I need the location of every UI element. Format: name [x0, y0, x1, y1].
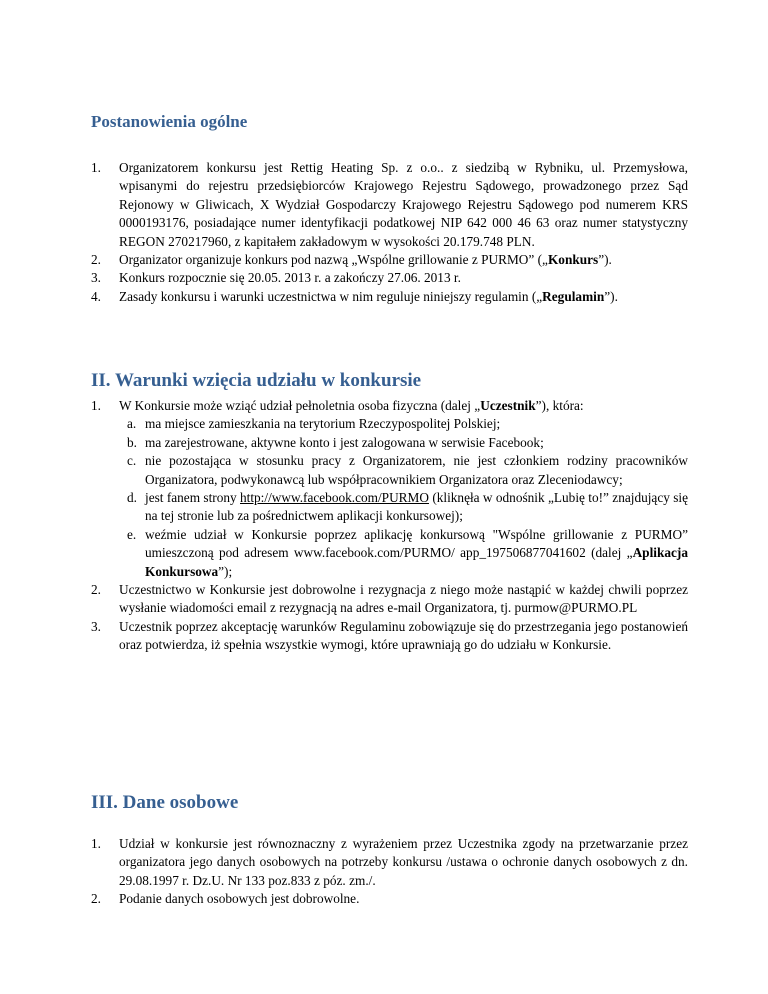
list-item: 3. Uczestnik poprzez akceptację warunków Regulaminu zobowiązuje się do przestrzegania jego postanowień oraz potwierdza, iż spełnia wszystkie wymogi, które uprawniają go do udziału w Konkursie. [91, 618, 688, 653]
list-item: 3. Konkurs rozpocznie się 20.05. 2013 r. a zakończy 27.06. 2013 r. [91, 270, 461, 286]
bold-term: Aplikacja Konkursowa [145, 545, 688, 579]
list-item-text: Konkurs rozpocznie się 20.05. 2013 r. a zakończy 27.06. 2013 r. [119, 270, 461, 286]
sublist-item: a. ma miejsce zamieszkania na terytorium Rzeczypospolitej Polskiej; [127, 416, 501, 432]
list-item: 2. Organizator organizuje konkurs pod nazwą „Wspólne grillowanie z PURMO” („Konkurs”). [91, 252, 612, 268]
personal-data-list [91, 835, 688, 909]
sublist-item: b. ma zarejestrowane, aktywne konto i jest zalogowana w serwisie Facebook; [127, 434, 544, 450]
facebook-purmo-link[interactable]: http://www.facebook.com/PURMO [240, 490, 429, 506]
section-heading-participation: II. Warunki wzięcia udziału w konkursie [91, 370, 422, 391]
bold-term: Uczestnik [480, 398, 536, 413]
list-item: 2. Podanie danych osobowych jest dobrowolne. [91, 891, 360, 907]
section-heading-general: Postanowienia ogólne [91, 112, 248, 131]
bold-term: Konkurs [547, 252, 599, 268]
list-item: 1. Organizatorem konkursu jest Rettig Heating Sp. z o.o.. z siedzibą w Rybniku, ul. Przemysłowa, wpisanymi do rejestru przedsiębiorców Krajowego Rejestru Sądowego, prowadzonego przez Sąd Rejonowy w Gliwicach, X Wydział Gospodarczy Krajowego Rejestru Sądowego pod numerem KRS 0000193176, posiadające numer identyfikacji podatkowej NIP 642 000 46 63 oraz numer statystyczny REGON 270217960, z kapitałem zakładowym w wysokości 20.179.748 PLN. [91, 160, 688, 249]
list-item: 2. Uczestnictwo w Konkursie jest dobrowolne i rezygnacja z niego może nastąpić w każdej chwili poprzez wysłanie wiadomości email z rezygnacją na adres e-mail Organizatora, tj. purmow@PURMO.PL [91, 582, 688, 616]
sublist-item: c. nie pozostająca w stosunku pracy z Organizatorem, nie jest członkiem rodziny pracowników Organizatora, podwykonawcą lub współpracownikiem Organizatora oraz Zleceniodawcy; [127, 453, 688, 487]
sublist-container [91, 415, 688, 581]
bold-term: Regulamin [542, 288, 605, 304]
section-heading-personal-data: III. Dane osobowe [91, 792, 239, 813]
list-item-text: Organizatorem konkursu jest Rettig Heating Sp. z o.o.. z siedzibą w Rybniku, ul. Przemysłowa, wpisanymi do rejestru przedsiębiorców Krajowego Rejestru Sądowego, prowadzonego przez Sąd Rejonowy w Gliwicach, X Wydział Gospodarczy Krajowego Rejestru Sądowego pod numerem KRS 0000193176, posiadające numer identyfikacji podatkowej NIP 642 000 46 63 oraz numer statystyczny REGON 270217960, z kapitałem zakładowym w wysokości 20.179.748 PLN. [119, 160, 688, 249]
sublist-item: d. jest fanem strony http://www.facebook.com/PURMO (kliknęła w odnośnik „Lubię to!” znajdujący się na tej stronie lub za pośrednictwem aplikacji konkursowej); [127, 490, 689, 524]
general-provisions-list [91, 159, 688, 306]
list-item: 1. Udział w konkursie jest równoznaczny z wyrażeniem przez Uczestnika zgody na przetwarzanie przez organizatora jego danych osobowych na potrzeby konkursu /ustawa o ochronie danych osobowych z dn. 29.08.1997 r. Dz.U. Nr 133 poz.833 z póz. zm./. [91, 836, 688, 888]
list-item: 1. W Konkursie może wziąć udział pełnoletnia osoba fizyczna (dalej „Uczestnik”), która: [91, 398, 584, 413]
list-item: 4. Zasady konkursu i warunki uczestnictwa w nim reguluje niniejszy regulamin („Regulamin”). [91, 288, 618, 304]
sublist-item: e. weźmie udział w Konkursie poprzez aplikację konkursową "Wspólne grillowanie z PURMO” umieszczoną pod adresem www.facebook.com/PURMO/ app_197506877041602 (dalej „Aplikacja Konkursowa”); [127, 526, 688, 579]
participation-list [91, 397, 688, 655]
